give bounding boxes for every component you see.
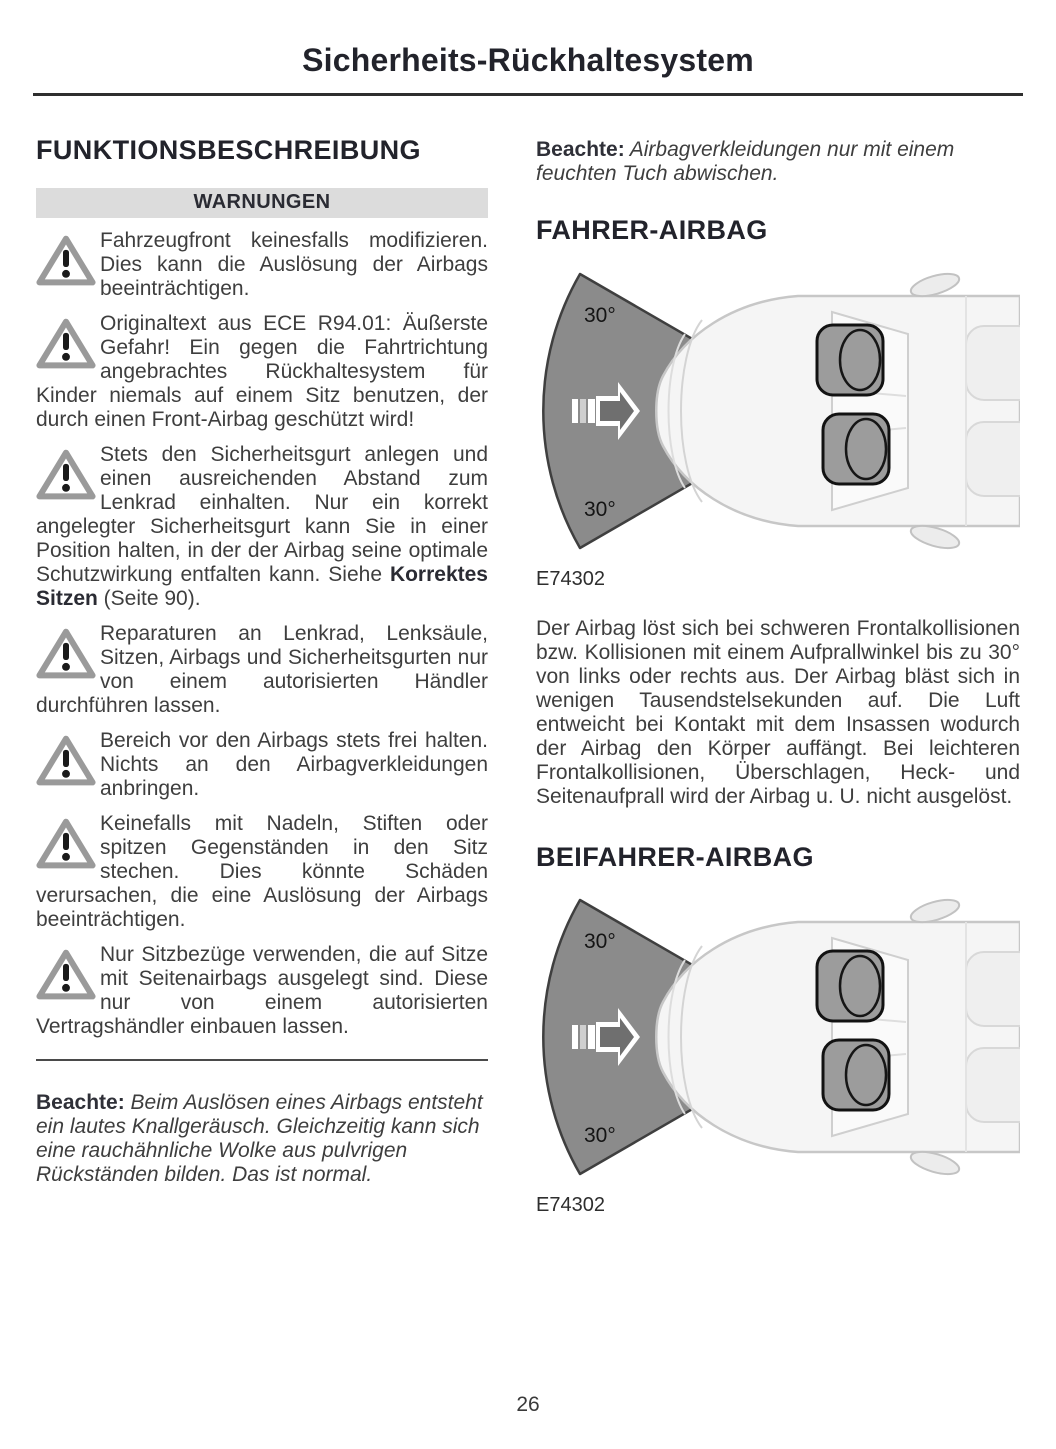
left-column: [36, 136, 488, 1217]
cross-reference-korrektes-sitzen: Korrektes Sitzen: [36, 562, 488, 610]
note-airbag-deployment: [36, 1091, 488, 1187]
warning-text: Bereich vor den Airbags stets frei halten. Nichts an den Airbagverkleidungen anbringen.: [100, 728, 488, 800]
warning-text: Fahrzeugfront keinesfalls modifizieren. Dies kann die Auslösung der Airbags beeinträchtigen.: [100, 228, 488, 300]
warnings-end-divider: [36, 1059, 488, 1061]
warning-item: [36, 729, 488, 801]
figure-caption: E74302: [536, 1194, 605, 1217]
note-text: Airbagverkleidungen nur mit einem feuchten Tuch abwischen.: [536, 138, 955, 185]
driver-airbag-paragraph: Der Airbag löst sich bei schweren Frontalkollisionen bzw. Kollisionen mit einem Aufprallwinkel bis zu 30° von links oder rechts aus. Der Airbag bläst sich in wenigen Tausendstelsekunden auf. Die Luft entweicht bei Kontakt mit dem Insassen wodurch der Airbag den Körper auffängt. Bei leichteren Frontalkollisionen, Überschlagen, Heck- und Seitenaufprall wird der Airbag u. U. nicht ausgelöst.: [536, 616, 1020, 808]
two-column-layout: [0, 136, 1056, 1217]
warning-item: [36, 812, 488, 932]
warning-triangle-icon: [36, 445, 96, 505]
right-column: [536, 136, 1020, 1217]
page-title: Sicherheits-Rückhaltesystem: [302, 42, 754, 78]
warning-text: (Seite 90).: [97, 586, 201, 610]
warning-triangle-icon: [36, 624, 96, 684]
passenger-airbag-figure: [536, 894, 1020, 1217]
note-airbag-covers: [536, 138, 1020, 186]
driver-airbag-shape: [817, 325, 883, 395]
car-top-view-diagram: [536, 268, 1020, 554]
warning-item: [36, 622, 488, 718]
title-divider: [33, 93, 1023, 96]
warning-item: [36, 443, 488, 611]
note-text: Beim Auslösen eines Airbags entsteht ein lautes Knallgeräusch. Gleichzeitig kann sich eine rauchähnliche Wolke aus pulvrigen Rückständen bilden. Das ist normal.: [36, 1090, 483, 1186]
section-title-beifahrer-airbag: BEIFAHRER-AIRBAG: [536, 841, 814, 872]
warning-text: Originaltext aus ECE R94.01: Äußerste Gefahr! Ein gegen die Fahrtrichtung angebrachtes Rückhaltesystem für Kinder niemals auf einem Sitz benutzen, der durch einen Front-Airbag geschützt wird!: [36, 311, 488, 431]
warning-triangle-icon: [36, 314, 96, 374]
passenger-airbag-shape: [823, 1040, 889, 1110]
page-number: 26: [516, 1393, 540, 1416]
passenger-airbag-shape: [823, 414, 889, 484]
car-top-view-diagram: [536, 894, 1020, 1180]
warning-text: Keinefalls mit Nadeln, Stiften oder spitzen Gegenständen in den Sitz stechen. Dies könnte Schäden verursachen, die eine Auslösung der Airbags beeinträchtigen.: [36, 811, 488, 931]
note-label: Beachte:: [536, 138, 625, 161]
warning-triangle-icon: [36, 945, 96, 1005]
warning-text: Stets den Sicherheitsgurt anlegen und einen ausreichenden Abstand zum Lenkrad einhalten. Nur ein korrekt angelegter Sicherheitsgurt kann Sie in einer Position halten, in der der Airbag seine optimale Schutzwirkung entfalten kann. Siehe: [36, 442, 488, 586]
driver-airbag-shape: [817, 951, 883, 1021]
warning-text: Nur Sitzbezüge verwenden, die auf Sitze mit Seitenairbags ausgelegt sind. Diese nur von einem autorisierten Vertragshändler einbauen lassen.: [36, 942, 488, 1038]
warning-item: [36, 229, 488, 301]
warning-text: Reparaturen an Lenkrad, Lenksäule, Sitzen, Airbags und Sicherheitsgurten nur von einem autorisierten Händler durchführen lassen.: [36, 621, 488, 717]
angle-label-bottom: 30°: [584, 1124, 616, 1148]
section-title-fahrer-airbag: FAHRER-AIRBAG: [536, 215, 768, 245]
warning-triangle-icon: [36, 814, 96, 874]
section-title-funktionsbeschreibung: FUNKTIONSBESCHREIBUNG: [36, 135, 421, 165]
warnings-header: WARNUNGEN: [36, 188, 488, 218]
angle-label-bottom: 30°: [584, 497, 616, 521]
warning-triangle-icon: [36, 231, 96, 291]
angle-label-top: 30°: [584, 303, 616, 327]
note-label: Beachte:: [36, 1090, 125, 1114]
figure-caption: E74302: [536, 567, 605, 590]
warning-item: [36, 943, 488, 1039]
warning-item: [36, 312, 488, 432]
driver-airbag-figure: [536, 268, 1020, 591]
warning-triangle-icon: [36, 731, 96, 791]
angle-label-top: 30°: [584, 930, 616, 954]
